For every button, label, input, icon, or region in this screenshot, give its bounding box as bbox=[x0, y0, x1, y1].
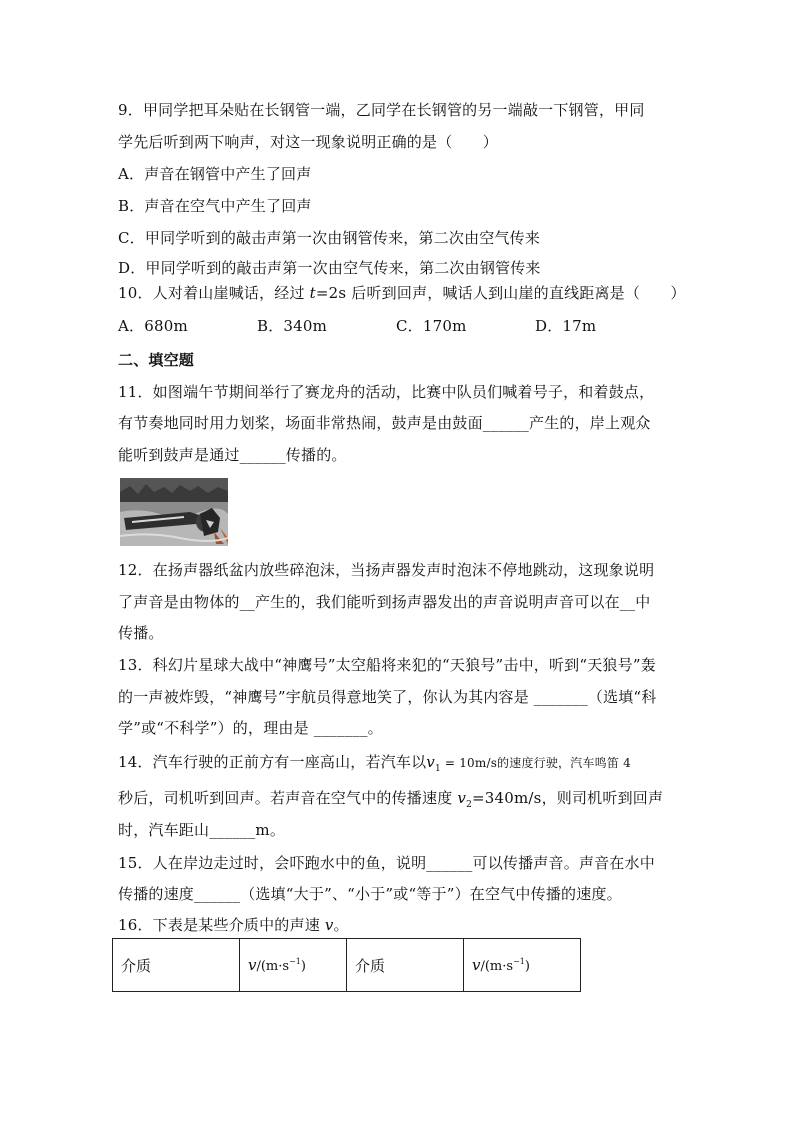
table-header-speed-1 bbox=[240, 939, 347, 992]
q10-option-d: D．17m bbox=[535, 317, 597, 335]
table-header-speed-2 bbox=[464, 939, 581, 992]
header-close-2: ) bbox=[524, 959, 530, 974]
sound-speed-table bbox=[112, 938, 581, 992]
q10-option-c: C．170m bbox=[396, 317, 467, 335]
q10-suffix: =2s 后听到回声，喊话人到山崖的直线距离是（ ） bbox=[315, 284, 686, 302]
q16-var-v: v bbox=[324, 916, 334, 934]
q14-var-v1: v bbox=[426, 753, 435, 771]
q9-line-1: 9．甲同学把耳朵贴在长钢管一端，乙同学在长钢管的另一端敲一下钢管，甲同 bbox=[118, 101, 645, 119]
header-exp-2: −1 bbox=[513, 957, 525, 966]
table-header-medium-2: 介质 bbox=[347, 939, 464, 992]
section-heading: 二、填空题 bbox=[118, 351, 195, 369]
q12-line-1: 12．在扬声器纸盆内放些碎泡沫，当扬声器发声时泡沫不停地跳动，这现象说明 bbox=[118, 561, 655, 579]
q16-prefix: 16．下表是某些介质中的声速 bbox=[118, 916, 325, 934]
q14-line-1 bbox=[118, 752, 631, 779]
header-var-v-1: v bbox=[248, 956, 257, 974]
q9-option-d: D．甲同学听到的敲击声第一次由空气传来，第二次由钢管传来 bbox=[118, 259, 541, 277]
q16-stem bbox=[118, 915, 349, 935]
q14-line-2a: 秒后，司机听到回声。若声音在空气中的传播速度 bbox=[118, 789, 458, 807]
header-var-v-2: v bbox=[472, 956, 481, 974]
q15-line-1: 15．人在岸边走过时，会吓跑水中的鱼，说明______可以传播声音。声音在水中 bbox=[118, 854, 655, 872]
header-unit-2: /(m·s bbox=[480, 959, 514, 974]
q12-line-3: 传播。 bbox=[118, 624, 164, 642]
q9-option-a: A．声音在钢管中产生了回声 bbox=[118, 165, 312, 183]
table-row bbox=[113, 939, 581, 992]
header-exp-1: −1 bbox=[289, 957, 301, 966]
q15-line-2: 传播的速度______（选填“大于”、“小于”或“等于”）在空气中传播的速度。 bbox=[118, 885, 622, 903]
q10-var-t: t bbox=[309, 284, 316, 302]
header-unit-1: /(m·s bbox=[256, 959, 290, 974]
q16-suffix: 。 bbox=[333, 916, 349, 934]
q11-line-1: 11．如图端午节期间举行了赛龙舟的活动，比赛中队员们喊着号子，和着鼓点， bbox=[118, 383, 655, 401]
q13-line-1: 13．科幻片星球大战中“神鹰号”太空船将来犯的“天狼号”击中，听到“天狼号”轰 bbox=[118, 656, 656, 674]
q10-prefix: 10．人对着山崖喊话，经过 bbox=[118, 284, 310, 302]
q12-line-2: 了声音是由物体的__产生的，我们能听到扬声器发出的声音说明声音可以在__中 bbox=[118, 593, 651, 611]
table-header-medium-1: 介质 bbox=[113, 939, 240, 992]
q13-line-3: 学”或“不科学”）的，理由是 _______。 bbox=[118, 719, 383, 737]
q14-var-v2: v bbox=[457, 789, 467, 807]
q14-sub-2: 2 bbox=[466, 800, 472, 810]
q10-stem bbox=[118, 283, 686, 303]
q9-line-2: 学先后听到两下响声，对这一现象说明正确的是（ ） bbox=[118, 133, 499, 151]
dragon-boat-photo bbox=[120, 478, 228, 546]
dragon-boat-image bbox=[120, 478, 228, 546]
q10-option-a: A．680m bbox=[118, 317, 188, 335]
header-close-1: ) bbox=[300, 959, 306, 974]
q14-line-3: 时，汽车距山______m。 bbox=[118, 821, 286, 839]
q9-option-b: B．声音在空气中产生了回声 bbox=[118, 197, 312, 215]
q14-line-1a: 14．汽车行驶的正前方有一座高山，若汽车以 bbox=[118, 753, 427, 771]
q9-option-c: C．甲同学听到的敲击声第一次由钢管传来，第二次由空气传来 bbox=[118, 229, 541, 247]
q14-line-2b: =340m/s，则司机听到回声 bbox=[472, 789, 664, 807]
q13-line-2: 的一声被炸毁，“神鹰号”宇航员得意地笑了，你认为其内容是 _______（选填“科 bbox=[118, 688, 657, 706]
q10-option-b: B．340m bbox=[257, 317, 328, 335]
q14-sub-1: 1 bbox=[434, 764, 441, 774]
q11-line-3: 能听到鼓声是通过______传播的。 bbox=[118, 446, 347, 464]
q14-line-1b: = 10m/s的速度行驶，汽车鸣笛 4 bbox=[440, 756, 631, 770]
q11-line-2: 有节奏地同时用力划桨，场面非常热闹，鼓声是由鼓面______产生的，岸上观众 bbox=[118, 414, 651, 432]
q14-line-2 bbox=[118, 788, 663, 815]
